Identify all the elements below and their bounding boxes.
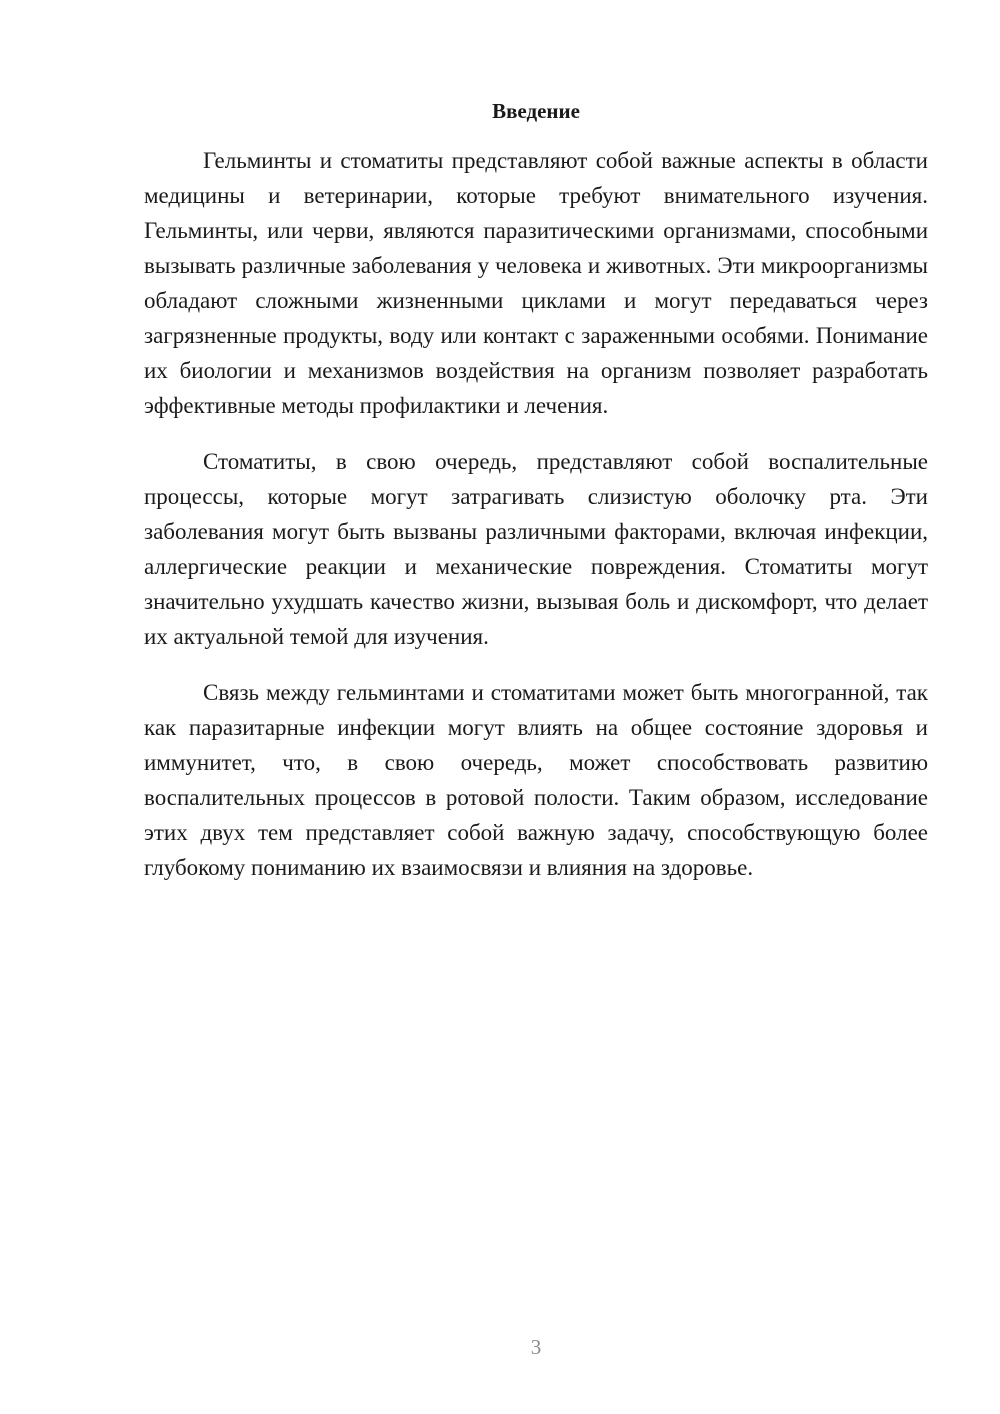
paragraph-3: Связь между гельминтами и стоматитами может быть многогранной, так как паразитарные инфекции могут влиять на общее состояние здоровья и иммунитет, что, в свою очередь, может способствовать развитию воспалительных процессов в ротовой полости. Таким образом, исследование этих двух тем представляет собой важную задачу, способствующую более глубокому пониманию их взаимосвязи и влияния на здоровье.	[144, 680, 928, 880]
paragraph-2: Стоматиты, в свою очередь, представляют собой воспалительные процессы, которые могут затрагивать слизистую оболочку рта. Эти заболевания могут быть вызваны различными факторами, включая инфекции, аллергические реакции и механические повреждения. Стоматиты могут значительно ухудшать качество жизни, вызывая боль и дискомфорт, что делает их актуальной темой для изучения.	[144, 449, 928, 649]
body-text	[144, 143, 928, 906]
page-number: 3	[530, 1335, 542, 1359]
section-heading: Введение	[492, 99, 580, 123]
paragraph-1: Гельминты и стоматиты представляют собой важные аспекты в области медицины и ветеринарии, которые требуют внимательного изучения. Гельминты, или черви, являются паразитическими организмами, способными вызывать различные заболевания у человека и животных. Эти микроорганизмы обладают сложными жизненными циклами и могут передаваться через загрязненные продукты, воду или контакт с зараженными особями. Понимание их биологии и механизмов воздействия на организм позволяет разработать эффективные методы профилактики и лечения.	[144, 148, 928, 418]
